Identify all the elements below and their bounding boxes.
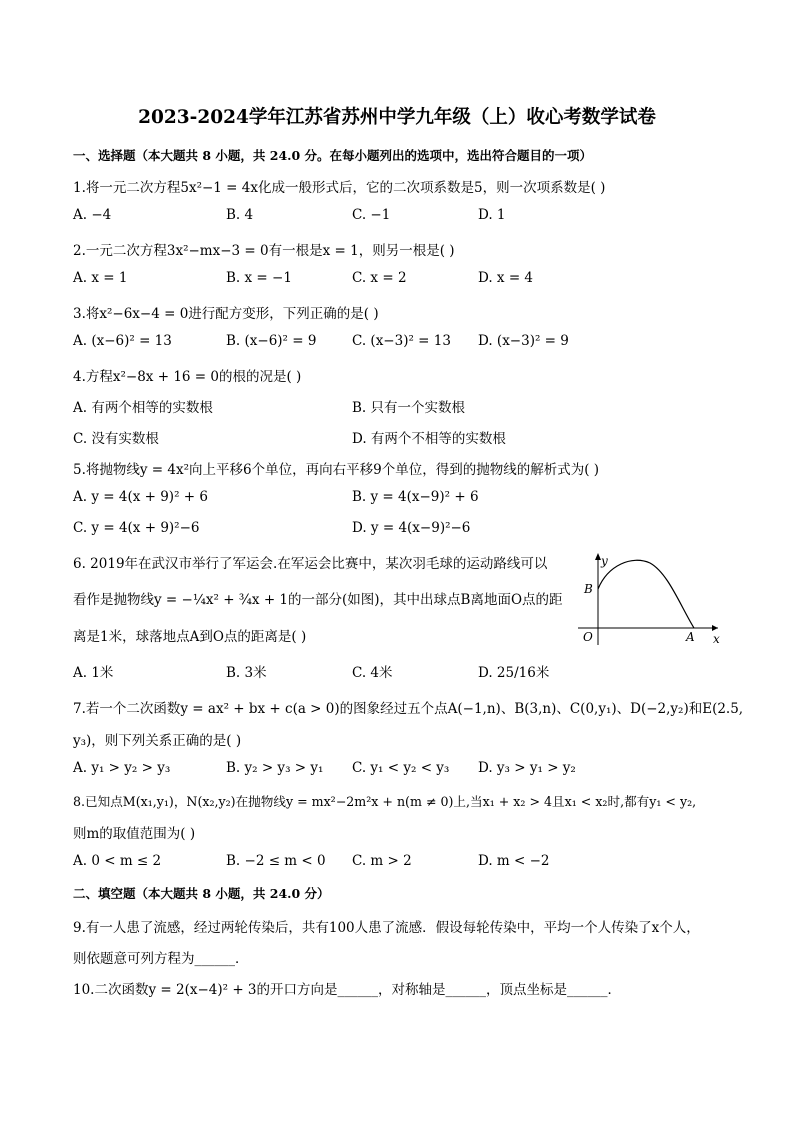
q7-option-b: B. y₂ > y₃ > y₁ [226,760,324,776]
q8-option-c: C. m > 2 [352,853,412,869]
question-7-line-2: y₃)，则下列关系正确的是( ) [73,733,242,749]
q3-option-d: D. (x−3)² = 9 [478,333,569,349]
q2-option-d: D. x = 4 [478,270,534,286]
question-4: 4.方程x²−8x + 16 = 0的根的况是( ) [73,369,302,385]
question-5: 5.将抛物线y = 4x²向上平移6个单位，再向右平移9个单位，得到的抛物线的解析式为( ) [73,462,600,478]
graph-label-b: B [584,582,593,596]
q8-option-d: D. m < −2 [478,853,550,869]
q1-option-c: C. −1 [352,207,391,223]
q5-option-a: A. y = 4(x + 9)² + 6 [73,489,208,505]
question-2: 2.一元二次方程3x²−mx−3 = 0有一根是x = 1，则另一根是( ) [73,243,455,259]
q1-option-a: A. −4 [73,207,112,223]
question-8-line-2: 则m的取值范围为( ) [73,826,196,842]
q6-option-c: C. 4米 [352,665,393,681]
x-axis-arrow [712,625,718,631]
question-8-line-1: 8.已知点M(x₁,y₁)，N(x₂,y₂)在抛物线y = mx²−2m²x + n(m ≠ 0)上,当x₁ + x₂ > 4且x₁ < x₂时,都有y₁ < y₂, [73,794,697,809]
q7-option-a: A. y₁ > y₂ > y₃ [73,760,171,776]
graph-label-o: O [583,630,593,644]
graph-label-x: x [713,632,720,646]
q4-option-d: D. 有两个不相等的实数根 [352,431,506,447]
q1-option-d: D. 1 [478,207,506,223]
q7-option-c: C. y₁ < y₂ < y₃ [352,760,450,776]
question-3: 3.将x²−6x−4 = 0进行配方变形，下列正确的是( ) [73,306,379,322]
q3-option-c: C. (x−3)² = 13 [352,333,451,349]
parabola-figure [572,551,722,647]
q5-option-d: D. y = 4(x−9)²−6 [352,520,471,536]
q6-option-d: D. 25/16米 [478,665,550,681]
q5-option-b: B. y = 4(x−9)² + 6 [352,489,479,505]
question-6-line-1: 6. 2019年在武汉市举行了军运会.在军运会比赛中，某次羽毛球的运动路线可以 [73,556,548,572]
question-1: 1.将一元二次方程5x²−1 = 4x化成一般形式后，它的二次项系数是5，则一次项系数是( ) [73,180,606,196]
q4-option-a: A. 有两个相等的实数根 [73,400,213,416]
q3-option-b: B. (x−6)² = 9 [226,333,317,349]
q1-option-b: B. 4 [226,207,254,223]
graph-label-a: A [686,630,695,644]
question-9-line-2: 则依题意可列方程为______． [73,951,249,967]
q6-option-a: A. 1米 [73,665,114,681]
q2-option-b: B. x = −1 [226,270,292,286]
q8-option-a: A. 0 < m ≤ 2 [73,853,162,869]
q3-option-a: A. (x−6)² = 13 [73,333,172,349]
question-10: 10.二次函数y = 2(x−4)² + 3的开口方向是______，对称轴是______，顶点坐标是______． [73,982,622,998]
section-heading-choice: 一、选择题（本大题共 8 小题，共 24.0 分。在每小题列出的选项中，选出符合题目的一项） [73,148,593,163]
question-6-line-3: 离是1米，球落地点A到O点的距离是( ) [73,629,307,645]
question-6-line-2: 看作是抛物线y = −¼x² + ¾x + 1的一部分(如图)，其中出球点B离地面O点的距 [73,592,563,608]
q7-option-d: D. y₃ > y₁ > y₂ [478,760,576,776]
q5-option-c: C. y = 4(x + 9)²−6 [73,520,200,536]
question-9-line-1: 9.有一人患了流感，经过两轮传染后，共有100人患了流感．假设每轮传染中，平均一个人传染了x个人， [73,920,700,936]
q8-option-b: B. −2 ≤ m < 0 [226,853,326,869]
q4-option-c: C. 没有实数根 [73,431,159,447]
question-7-line-1: 7.若一个二次函数y = ax² + bx + c(a > 0)的图象经过五个点A(−1,n)、B(3,n)、C(0,y₁)、D(−2,y₂)和E(2.5, [73,701,744,717]
section-heading-fill: 二、填空题（本大题共 8 小题，共 24.0 分） [73,886,330,901]
q2-option-a: A. x = 1 [73,270,128,286]
q4-option-b: B. 只有一个实数根 [352,400,466,416]
q6-option-b: B. 3米 [226,665,267,681]
graph-label-y: y [601,554,608,568]
parabola-curve [598,560,694,628]
q2-option-c: C. x = 2 [352,270,407,286]
page-title: 2023-2024学年江苏省苏州中学九年级（上）收心考数学试卷 [138,107,656,128]
